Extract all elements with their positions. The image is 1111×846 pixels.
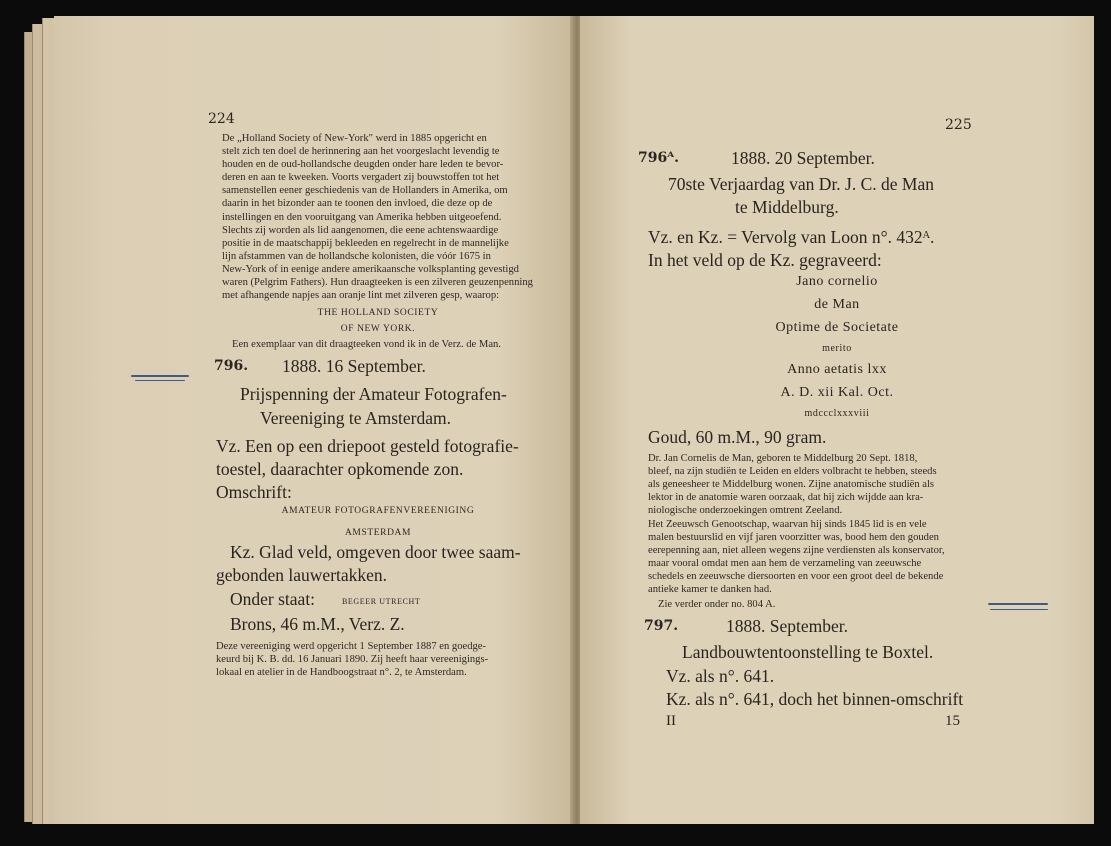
pencil-mark xyxy=(988,603,1048,605)
signature-mark: II xyxy=(666,713,676,729)
text-line: waren (Pelgrim Fathers). Hun draagteeken is een zilveren geuzenpenning xyxy=(222,277,533,289)
text-line: niologische onderzoekingen omtrent Zeeland. xyxy=(648,505,843,517)
cross-reference: Zie verder onder no. 804 A. xyxy=(658,599,776,610)
material-line: Brons, 46 m.M., Verz. Z. xyxy=(230,614,405,634)
text-line: lijn afstammen van de hollandsche kolonisten, die vóór 1675 in xyxy=(222,250,491,262)
inscription-line: OF NEW YORK. xyxy=(340,324,416,334)
sheet-number: 15 xyxy=(945,713,960,729)
medal-title: 70ste Verjaardag van Dr. J. C. de Man xyxy=(668,174,935,194)
legend-text: AMATEUR FOTOGRAFENVEREENIGING xyxy=(281,506,475,516)
text-line: Het Zeeuwsch Genootschap, waarvan hij sinds 1845 lid is en vele xyxy=(648,519,927,530)
obverse-description: toestel, daarachter opkomende zon. xyxy=(216,459,464,479)
reverse-description: Kz. als n°. 641, doch het binnen-omschrift xyxy=(666,689,964,709)
engraved-inscription: A. D. xii Kal. Oct. xyxy=(780,385,894,400)
entry-date: 1888. 20 September. xyxy=(731,148,875,168)
society-note xyxy=(216,640,534,679)
text-line: als geneesheer te Middelburg wonen. Zijne anatomische studiën als xyxy=(648,479,935,491)
text-line: met afhangende napjes aan oranje lint met zilveren gesp, waarop: xyxy=(222,290,500,302)
legend-label: Omschrift: xyxy=(216,482,292,502)
text-line: daarin in het bizonder aan te toonen den invloed, die deze op de xyxy=(222,198,493,210)
text-line: Slechts zij worden als lid aangenomen, die eene achtenswaardige xyxy=(222,224,499,236)
medal-title: Landbouwtentoonstelling te Boxtel. xyxy=(682,642,934,662)
pencil-mark xyxy=(990,609,1048,610)
engraved-inscription: Anno aetatis lxx xyxy=(787,362,887,377)
medal-title: te Middelburg. xyxy=(735,197,839,217)
text-line: De „Holland Society of New-York" werd in 1885 opgericht en xyxy=(222,133,487,144)
obverse-description: Vz. Een op een driepoot gesteld fotografie- xyxy=(216,436,519,456)
entry-date: 1888. 16 September. xyxy=(282,356,426,376)
text-line: maar vooral omdat men aan hem de verzameling van zeeuwsche xyxy=(648,558,922,570)
maker-name: BEGEER UTRECHT xyxy=(342,597,421,606)
engraved-inscription: merito xyxy=(822,343,852,354)
text-line: keurd bij K. B. dd. 16 Januari 1890. Zij heeft haar vereenigings- xyxy=(216,654,489,666)
engraved-inscription: Jano cornelio xyxy=(796,274,878,289)
medal-title: Prijspenning der Amateur Fotografen- xyxy=(240,384,507,404)
reverse-description: Kz. Glad veld, omgeven door twee saam- xyxy=(230,542,521,562)
text-line: Deze vereeniging werd opgericht 1 September 1887 en goedge- xyxy=(216,641,487,652)
material-line: Goud, 60 m.M., 90 gram. xyxy=(648,427,827,447)
obverse-description: Vz. als n°. 641. xyxy=(666,666,775,686)
text-line: positie in de maatschappij bekleeden en regelrecht in de mannelijke xyxy=(222,237,509,249)
text-line: samenstellen eener geschiedenis van de Hollanders in Amerika, om xyxy=(222,185,508,197)
entry-number: 796. xyxy=(214,358,249,374)
text-line: stelt zich ten doel de herinnering aan het voorgeslacht levendig te xyxy=(222,146,500,158)
pencil-mark xyxy=(135,380,185,381)
left-page xyxy=(54,16,574,824)
obverse-reverse-line: Vz. en Kz. = Vervolg van Loon n°. 432ᴬ. xyxy=(648,227,935,247)
text-line: bleef, na zijn studiën te Leiden en elders volbracht te hebben, steeds xyxy=(648,466,937,478)
open-book xyxy=(14,10,1100,840)
left-page-number: 224 xyxy=(208,111,235,127)
text-line: houden en de oud-hollandsche deugden onder hare leden te bevor- xyxy=(222,159,504,171)
engraved-inscription: de Man xyxy=(814,297,860,312)
right-page-number: 225 xyxy=(945,117,972,133)
intro-paragraph xyxy=(222,132,534,302)
specimen-note: Een exemplaar van dit draagteeken vond ik in de Verz. de Man. xyxy=(232,339,501,350)
text-line: lokaal en atelier in de Handboogstraat n°. 2, te Amsterdam. xyxy=(216,667,467,679)
medal-title: Vereeniging te Amsterdam. xyxy=(260,408,451,428)
pencil-mark xyxy=(131,375,189,377)
text-line: antieke kamer te danken had. xyxy=(648,584,772,596)
biography-paragraph xyxy=(648,452,1018,517)
legend-text: AMSTERDAM xyxy=(344,528,412,538)
text-line: eerepenning aan, niet alleen wegens zijne verdiensten als konservator, xyxy=(648,545,945,557)
entry-date: 1888. September. xyxy=(726,616,848,636)
entry-number: 797. xyxy=(644,618,679,634)
engraving-intro: In het veld op de Kz. gegraveerd: xyxy=(648,250,882,270)
engraved-inscription: Optime de Societate xyxy=(775,320,899,335)
maker-label: Onder staat: xyxy=(230,589,316,609)
text-line: schedels en zeeuwsche diersoorten en voor een groot deel de bekende xyxy=(648,571,944,583)
society-paragraph xyxy=(648,518,1018,597)
text-line: malen bestuurslid en vijf jaren voorzitter was, bood hem den gouden xyxy=(648,532,939,544)
right-page xyxy=(580,16,1094,824)
engraved-inscription: mdccclxxxviii xyxy=(804,408,870,419)
text-line: instellingen en den vooruitgang van Amerika hebben uitgeoefend. xyxy=(222,211,502,223)
inscription-line: THE HOLLAND SOCIETY xyxy=(317,308,439,318)
text-line: Dr. Jan Cornelis de Man, geboren te Middelburg 20 Sept. 1818, xyxy=(648,453,918,464)
entry-number: 796ᴬ. xyxy=(638,150,679,166)
text-line: deren en aan te kweeken. Voorts vergadert zij bouwstoffen tot het xyxy=(222,172,500,184)
text-line: New-York of in eenige andere amerikaansche volksplanting gevestigd xyxy=(222,263,519,275)
reverse-description: gebonden lauwertakken. xyxy=(216,565,388,585)
text-line: lektor in de anatomie waren oorzaak, dat hij zich wijdde aan kra- xyxy=(648,492,924,504)
